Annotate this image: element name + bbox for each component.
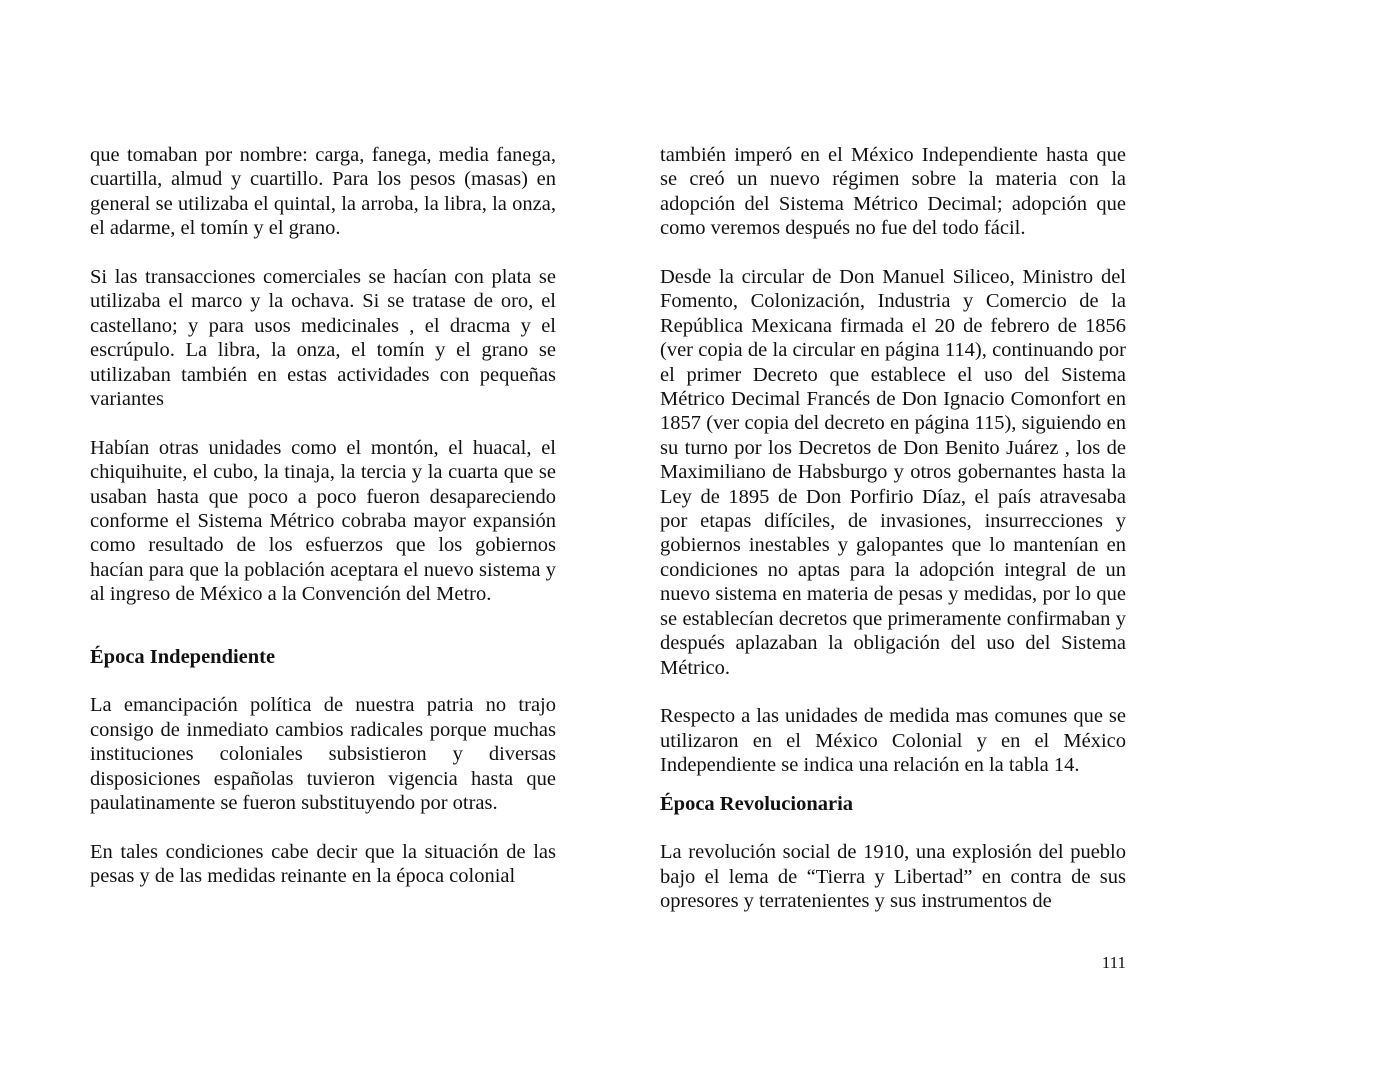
paragraph-mexico-independiente: también imperó en el México Independiente hasta que se creó un nuevo régimen sobre la materia con la adopción del Sistema Métrico Decimal; adopción que como veremos después no fue del todo fácil. xyxy=(660,144,1126,240)
page-number: 111 xyxy=(1101,953,1126,972)
paragraph-emancipacion: La emancipación política de nuestra patria no trajo consigo de inmediato cambios radicales porque muchas instituciones coloniales subsistieron y diversas disposiciones españolas tuvieron vigencia hasta que paulatinamente se fueron substituyendo por otras. xyxy=(90,694,556,815)
right-column xyxy=(660,143,1126,914)
paragraph-circular-siliceo: Desde la circular de Don Manuel Siliceo, Ministro del Fomento, Colonización, Industria y Comercio de la República Mexicana firmada el 20 de febrero de 1856 (ver copia de la circular en página 114), continuando por el primer Decreto que establece el uso del Sistema Métrico Decimal Francés de Don Ignacio Comonfort en 1857 (ver copia del decreto en página 115), siguiendo en su turno por los Decretos de Don Benito Juárez , los de Maximiliano de Habsburgo y otros gobernantes hasta la Ley de 1895 de Don Porfirio Díaz, el país atravesaba por etapas difíciles, de invasiones, insurrecciones y gobiernos inestables y galopantes que lo mantenían en condiciones no aptas para la adopción integral de un nuevo sistema en materia de pesas y medidas, por lo que se establecían decretos que primeramente confirmaban y después aplazaban la obligación del uso del Sistema Métrico. xyxy=(660,266,1126,679)
paragraph-units-names: que tomaban por nombre: carga, fanega, media fanega, cuartilla, almud y cuartillo. Para los pesos (masas) en general se utilizaba el quintal, la arroba, la libra, la onza, el adarme, el tomín y el grano. xyxy=(90,144,556,240)
paragraph-other-units: Habían otras unidades como el montón, el huacal, el chiquihuite, el cubo, la tinaja, la tercia y la cuarta que se usaban hasta que poco a poco fueron desapareciendo conforme el Sistema Métrico cobraba mayor expansión como resultado de los esfuerzos que los gobiernos hacían para que la población aceptara el nuevo sistema y al ingreso de México a la Convención del Metro. xyxy=(90,436,556,606)
left-column xyxy=(90,143,556,889)
paragraph-revolucion-1910: La revolución social de 1910, una explosión del pueblo bajo el lema de “Tierra y Libertad” en contra de sus opresores y terratenientes y sus instrumentos de xyxy=(660,841,1126,913)
paragraph-condiciones: En tales condiciones cabe decir que la situación de las pesas y de las medidas reinante en la época colonial xyxy=(90,840,556,888)
paragraph-unidades-comunes: Respecto a las unidades de medida mas comunes que se utilizaron en el México Colonial y en el México Independiente se indica una relación en la tabla 14. xyxy=(660,705,1126,777)
heading-epoca-independiente: Época Independiente xyxy=(90,645,276,668)
paragraph-silver-gold-units: Si las transacciones comerciales se hacían con plata se utilizaba el marco y la ochava. Si se tratase de oro, el castellano; y para usos medicinales , el dracma y el escrúpulo. La libra, la onza, el tomín y el grano se utilizaban también en estas actividades con pequeñas variantes xyxy=(90,266,556,411)
heading-epoca-revolucionaria: Época Revolucionaria xyxy=(660,792,854,815)
